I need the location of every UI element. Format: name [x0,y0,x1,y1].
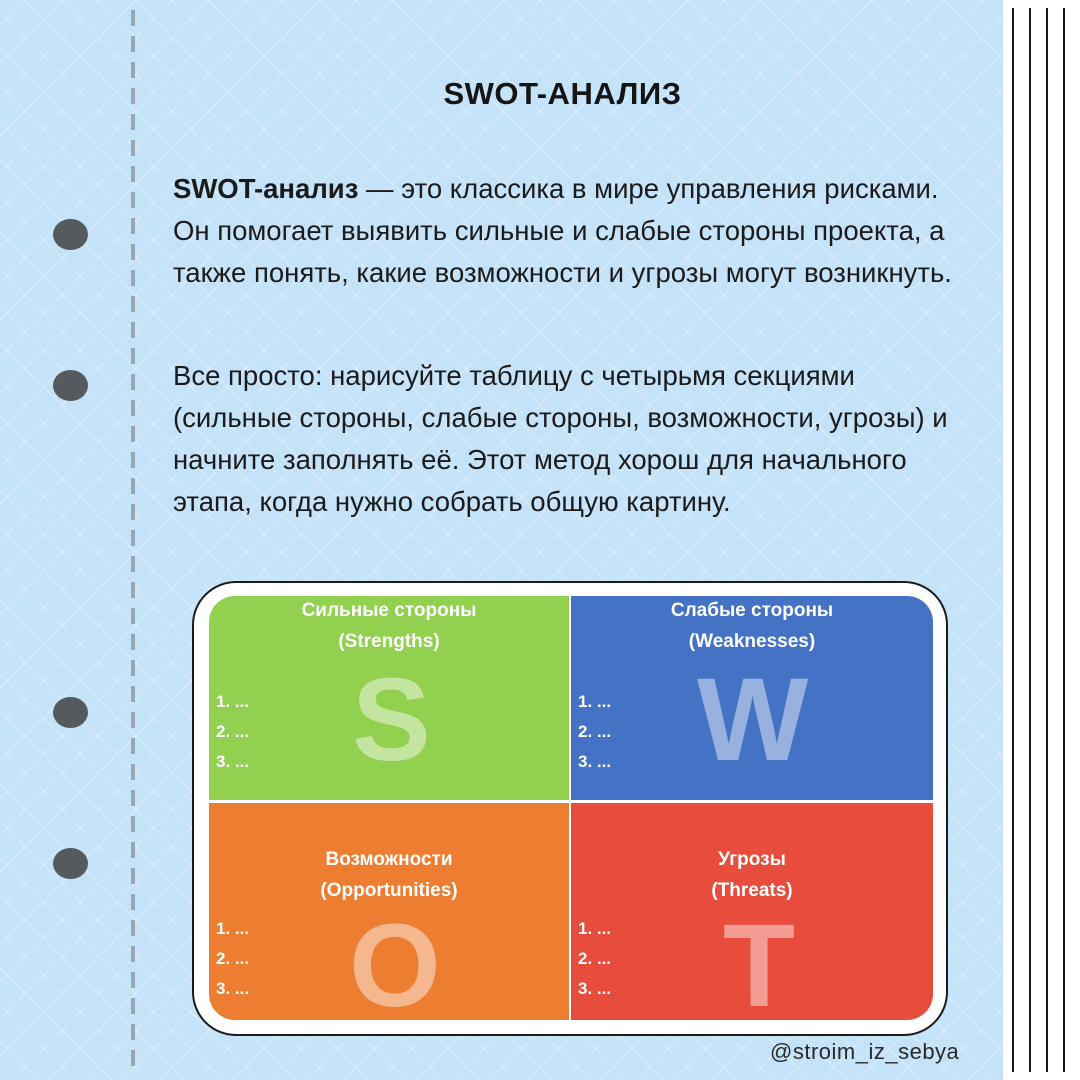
list-item: 1. ... [578,692,612,711]
opportunities-title: Возможности [325,849,453,870]
binder-hole [53,370,88,401]
swot-opportunities-cell [209,803,571,1020]
list-item: 2. ... [216,722,250,741]
threats-items [578,914,611,1004]
opportunities-heading [209,844,569,906]
list-item: 2. ... [216,949,250,968]
opportunities-subtitle: (Opportunities) [320,880,458,901]
weaknesses-items [578,687,611,777]
list-item: 2. ... [578,722,612,741]
binder-hole [53,697,88,728]
binder-hole [53,848,88,879]
author-handle: @stroim_iz_sebya [770,1039,960,1064]
opportunities-letter: O [349,900,441,1020]
notebook-dashed-margin [131,10,135,1072]
intro-paragraph [173,168,973,294]
strengths-heading [209,596,569,657]
threats-heading [571,844,933,906]
weaknesses-letter: W [697,654,809,786]
threats-subtitle: (Threats) [711,880,793,901]
list-item: 3. ... [216,752,250,771]
swot-strengths-cell [209,596,571,803]
swot-weaknesses-cell [571,596,933,803]
weaknesses-subtitle: (Weaknesses) [688,631,816,652]
threats-title: Угрозы [718,849,786,870]
strengths-subtitle: (Strengths) [338,631,440,652]
strengths-items [216,687,249,777]
list-item: 1. ... [578,919,612,938]
page-title: SWOT-АНАЛИЗ [443,76,682,111]
list-item: 3. ... [578,752,612,771]
threats-letter: T [723,900,796,1020]
list-item: 1. ... [216,919,250,938]
list-item: 2. ... [578,949,612,968]
notebook-page-edge [1003,0,1080,1080]
list-item: 1. ... [216,692,250,711]
instructions-paragraph: Все просто: нарисуйте таблицу с четырьмя секциями (сильные стороны, слабые стороны, возможности, угрозы) и начните заполнять её. Этот метод хорош для начального этапа, когда нужно собрать общую картину. [173,360,948,517]
binder-hole [53,219,88,250]
list-item: 3. ... [578,979,612,998]
strengths-letter: S [352,654,431,786]
list-item: 3. ... [216,979,250,998]
strengths-title: Сильные стороны [301,600,477,621]
intro-bold-term: SWOT-анализ [173,173,359,204]
swot-threats-cell [571,803,933,1020]
swot-matrix [209,596,933,1020]
weaknesses-heading [571,596,933,657]
intro-text: — это классика в мире управления рисками. Он помогает выявить сильные и слабые стороны проекта, а также понять, какие возможности и угрозы могут возникнуть. [173,173,952,288]
opportunities-items [216,914,249,1004]
weaknesses-title: Слабые стороны [670,600,834,621]
